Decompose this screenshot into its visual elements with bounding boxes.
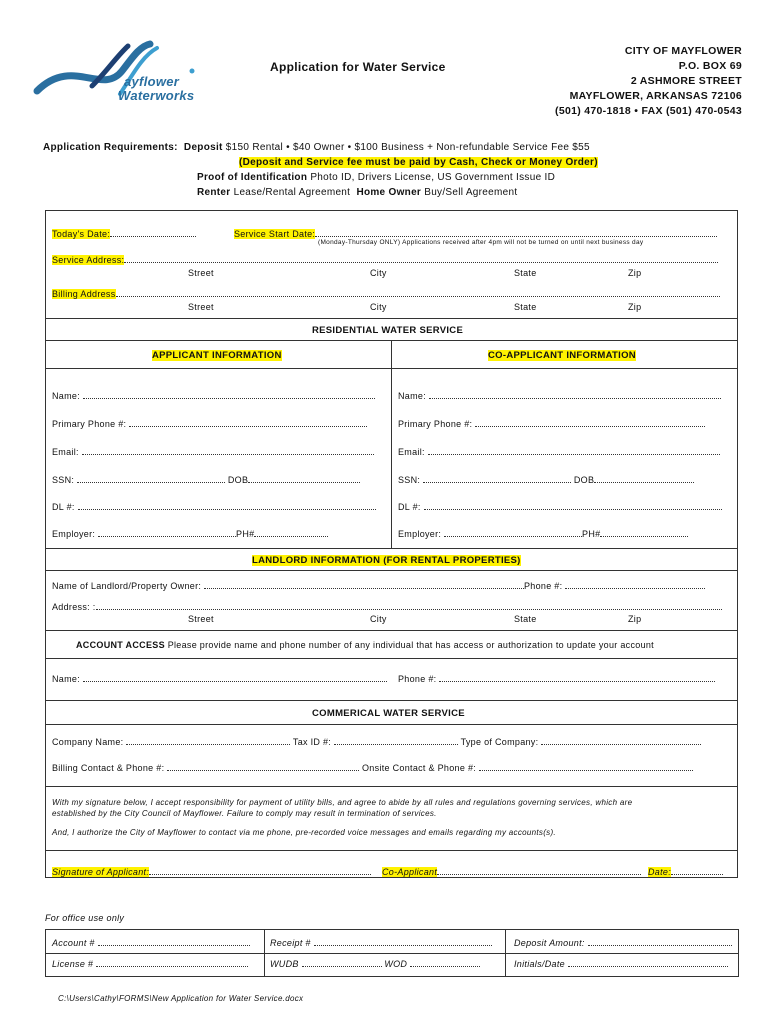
signature-coapplicant-field[interactable]: Co-Applicant xyxy=(382,866,641,877)
commercial-heading: COMMERICAL WATER SERVICE xyxy=(312,708,465,719)
city-phone: (501) 470-1818 • FAX (501) 470-0543 xyxy=(555,105,742,117)
req-label: Application Requirements: xyxy=(43,142,178,153)
city-state: MAYFLOWER, ARKANSAS 72106 xyxy=(569,90,742,102)
state-label: State xyxy=(514,302,537,312)
divider xyxy=(45,700,738,701)
landlord-name-field[interactable]: Name of Landlord/Property Owner: Phone #: xyxy=(52,580,705,591)
divider xyxy=(45,548,738,549)
service-start-date-field[interactable]: Service Start Date: xyxy=(234,228,717,239)
street-label: Street xyxy=(188,302,214,312)
coapplicant-dl-field[interactable]: DL #: xyxy=(398,501,722,512)
service-address-field[interactable]: Service Address: xyxy=(52,254,718,265)
street-label: Street xyxy=(188,268,214,278)
renter-text: Lease/Rental Agreement xyxy=(233,187,351,198)
column-divider xyxy=(505,929,506,977)
company-name-field[interactable]: Company Name: Tax ID #: Type of Company: xyxy=(52,736,701,747)
applicant-dl-field[interactable]: DL #: xyxy=(52,501,376,512)
agreement-line-2: established by the City Council of Mayflower. Failure to comply may result in termination of services. xyxy=(52,809,437,818)
requirements-block xyxy=(43,140,598,200)
divider xyxy=(45,850,738,851)
state-label: State xyxy=(514,268,537,278)
residential-heading: RESIDENTIAL WATER SERVICE xyxy=(312,325,464,336)
coapplicant-ssn-field[interactable]: SSN: DOB xyxy=(398,474,694,485)
divider xyxy=(45,724,738,725)
signature-date-field[interactable]: Date: xyxy=(648,866,723,877)
mayflower-logo xyxy=(32,36,242,108)
applicant-phone-field[interactable]: Primary Phone #: xyxy=(52,418,367,429)
coapplicant-email-field[interactable]: Email: xyxy=(398,446,720,457)
billing-address-field[interactable]: Billing Address xyxy=(52,288,720,299)
landlord-address-field[interactable]: Address: : xyxy=(52,601,722,612)
renter-label: Renter xyxy=(197,187,231,198)
zip-label: Zip xyxy=(628,268,642,278)
account-access-text: ACCOUNT ACCESS Please provide name and phone number of any individual that has access or authorization to update your account xyxy=(76,640,654,650)
office-account-field[interactable]: Account # xyxy=(52,937,250,948)
start-date-note: (Monday-Thursday ONLY) Applications received after 4pm will not be turned on until next business day xyxy=(318,239,644,246)
logo-text-1: ayflower xyxy=(124,74,180,89)
office-initials-field[interactable]: Initials/Date xyxy=(514,958,728,969)
landlord-heading: LANDLORD INFORMATION (FOR RENTAL PROPERTIES) xyxy=(252,555,521,566)
coapplicant-phone-field[interactable]: Primary Phone #: xyxy=(398,418,705,429)
fee-note: (Deposit and Service fee must be paid by Cash, Check or Money Order) xyxy=(239,157,598,168)
applicant-email-field[interactable]: Email: xyxy=(52,446,374,457)
applicant-name-field[interactable]: Name: xyxy=(52,390,375,401)
column-divider xyxy=(264,929,265,977)
logo-text-2: Waterworks xyxy=(118,88,195,103)
coapplicant-name-field[interactable]: Name: xyxy=(398,390,721,401)
office-use-title: For office use only xyxy=(45,913,125,923)
divider xyxy=(45,786,738,787)
owner-text: Buy/Sell Agreement xyxy=(424,187,518,198)
deposit-text: $150 Rental • $40 Owner • $100 Business + Non-refundable Service Fee $55 xyxy=(225,142,590,153)
city-label: City xyxy=(370,302,387,312)
city-address-block xyxy=(555,44,742,119)
column-divider xyxy=(391,340,392,548)
applicant-heading: APPLICANT INFORMATION xyxy=(152,350,282,361)
todays-date-field[interactable]: Today's Date: xyxy=(52,228,196,239)
deposit-label: Deposit xyxy=(183,142,223,153)
agreement-line-3: And, I authorize the City of Mayflower to contact via me phone, pre-recorded voice messages and emails regarding my accounts(s). xyxy=(52,828,556,837)
city-name: CITY OF MAYFLOWER xyxy=(624,45,742,57)
page-title: Application for Water Service xyxy=(270,60,446,74)
signature-applicant-field[interactable]: Signature of Applicant: xyxy=(52,866,371,877)
applicant-ssn-field[interactable]: SSN: DOB xyxy=(52,474,360,485)
coapplicant-employer-field[interactable]: Employer: PH# xyxy=(398,528,688,539)
footer-file-path: C:\Users\Cathy\FORMS\New Application for Water Service.docx xyxy=(58,994,304,1003)
city-pobox: P.O. BOX 69 xyxy=(678,60,742,72)
divider xyxy=(45,570,738,571)
street-label: Street xyxy=(188,614,214,624)
applicant-employer-field[interactable]: Employer: PH# xyxy=(52,528,328,539)
proof-label: Proof of Identification xyxy=(197,172,308,183)
city-street: 2 ASHMORE STREET xyxy=(630,75,742,87)
office-deposit-field[interactable]: Deposit Amount: xyxy=(514,937,732,948)
owner-label: Home Owner xyxy=(356,187,422,198)
zip-label: Zip xyxy=(628,302,642,312)
divider xyxy=(45,318,738,319)
account-name-field[interactable]: Name: xyxy=(52,673,387,684)
office-wudb-field[interactable]: WUDB WOD xyxy=(270,958,480,969)
agreement-line-1: With my signature below, I accept responsibility for payment of utility bills, and agree to abide by all rules and regulations governing services, which are xyxy=(52,798,633,807)
proof-text: Photo ID, Drivers License, US Government Issue ID xyxy=(310,172,556,183)
office-license-field[interactable]: License # xyxy=(52,958,248,969)
account-phone-field[interactable]: Phone #: xyxy=(398,673,715,684)
divider xyxy=(45,953,739,954)
billing-contact-field[interactable]: Billing Contact & Phone #: Onsite Contact & Phone #: xyxy=(52,762,693,773)
office-receipt-field[interactable]: Receipt # xyxy=(270,937,492,948)
divider xyxy=(45,658,738,659)
zip-label: Zip xyxy=(628,614,642,624)
state-label: State xyxy=(514,614,537,624)
coapplicant-heading: CO-APPLICANT INFORMATION xyxy=(488,350,636,361)
city-label: City xyxy=(370,268,387,278)
city-label: City xyxy=(370,614,387,624)
divider xyxy=(45,630,738,631)
